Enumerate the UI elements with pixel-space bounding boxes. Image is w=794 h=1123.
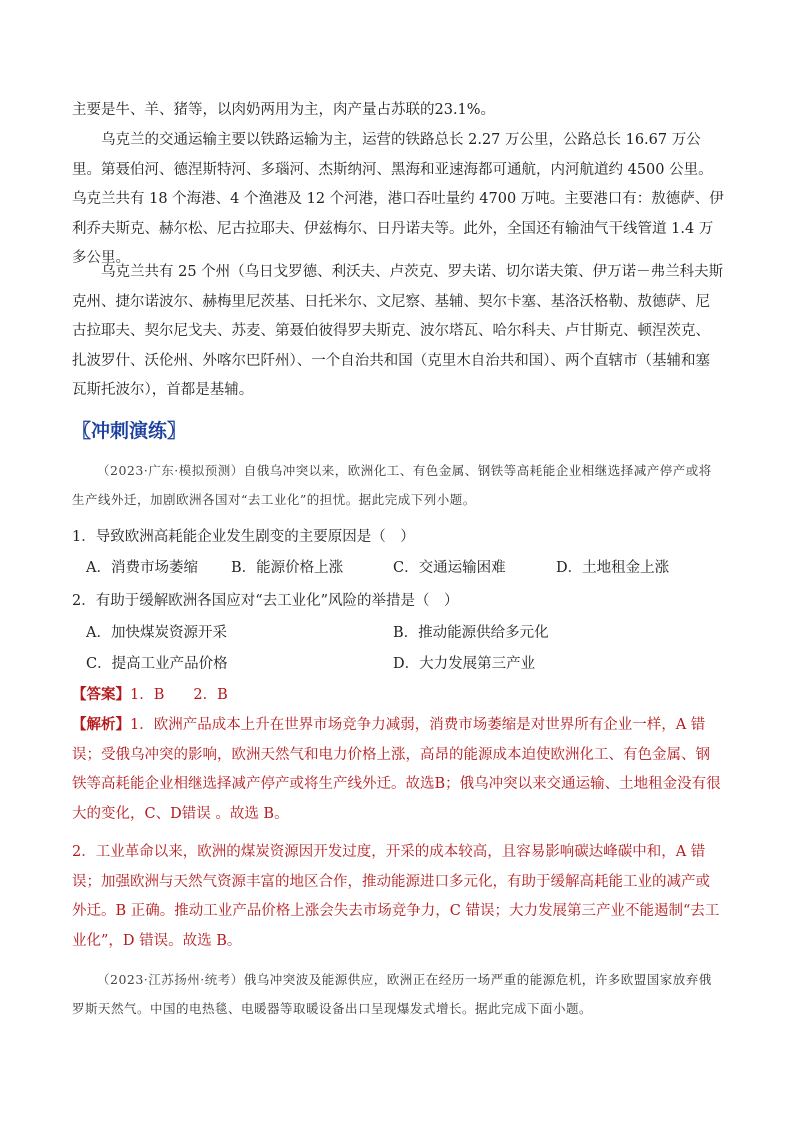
analysis-part-2: 2．工业革命以来，欧洲的煤炭资源因开发过度，开采的成本较高，且容易影响碳达峰碳中和，A 错误；加强欧洲与天然气资源丰富的地区合作，推动能源进口多元化，有助于缓解高耗能工业的减产或外迁。B 正确。推动工业产品价格上涨会失去市场竞争力，C 错误；大力发展第三产业不能遏制“去工业化”，D 错误。故选 B。 — [72, 844, 720, 949]
question-1-option-a: A．消费市场萎缩 — [86, 560, 198, 576]
question-2-option-c: C．提高工业产品价格 — [86, 656, 228, 672]
analysis-part-1-text: 1．欧洲产品成本上升在世界市场竞争力减弱，消费市场萎缩是对世界所有企业一样，A 错误；受俄乌冲突的影响，欧洲天然气和电力价格上涨，高昂的能源成本迫使欧洲化工、有色金属、钢铁等高耗能企业相继选择减产停产或将生产线外迁。故选B；俄乌冲突以来交通运输、土地租金没有很大的变化，C、D错误 。故选 B。 — [72, 717, 721, 822]
analysis-tag: 【解析】 — [72, 716, 130, 733]
section-heading: 〖冲刺演练〗 — [72, 420, 187, 442]
question-2-stem: 2．有助于缓解欧洲各国应对“去工业化”风险的举措是（ ） — [72, 593, 459, 609]
paragraph-livestock: 主要是牛、羊、猪等，以肉奶两用为主，肉产量占苏联的23.1%。 — [72, 102, 496, 118]
question-2-option-d: D．大力发展第三产业 — [393, 656, 536, 672]
question-2-option-a: A．加快煤炭资源开采 — [86, 625, 227, 641]
question-intro-1-text: 自俄乌冲突以来，欧洲化工、有色金属、钢铁等高耗能企业相继选择减产停产或将生产线外迁，加剧欧洲各国对“去工业化”的担忧。据此完成下列小题。 — [72, 463, 712, 507]
question-2-option-b: B．推动能源供给多元化 — [393, 625, 549, 641]
paragraph-states: 乌克兰共有 25 个州（乌日戈罗德、利沃夫、卢茨克、罗夫诺、切尔诺夫策、伊万诺－弗兰科夫斯克州、捷尔诺波尔、赫梅里尼茨基、日托米尔、文尼察、基辅、契尔卡塞、基洛沃格勒、敖德萨、尼古拉耶夫、契尔尼戈夫、苏麦、第聂伯彼得罗夫斯克、波尔塔瓦、哈尔科夫、卢甘斯克、顿涅茨克、扎波罗什、沃伦州、外喀尔巴阡州）、一个自治共和国（克里木自治共和国）、两个直辖市（基辅和塞瓦斯托波尔），首都是基辅。 — [72, 264, 724, 398]
question-1-option-d: D．土地租金上涨 — [556, 560, 670, 576]
answer-text: 1．B 2．B — [130, 687, 228, 703]
question-1-stem: 1．导致欧洲高耗能企业发生剧变的主要原因是（ ） — [72, 529, 415, 545]
answer-tag: 【答案】 — [72, 686, 130, 703]
question-source-1: （2023·广东·模拟预测） — [97, 463, 244, 478]
answer-line — [72, 680, 724, 711]
paragraph-transport: 乌克兰的交通运输主要以铁路运输为主，运营的铁路总长 2.27 万公里，公路总长 16.67 万公里。第聂伯河、德涅斯特河、多瑙河、杰斯纳河、黑海和亚速海都可通航，内河航道约 4500 公里。乌克兰共有 18 个海港、4 个渔港及 12 个河港，港口吞吐量约 4700 万吨。主要港口有：敖德萨、伊利乔夫斯克、赫尔松、尼古拉耶夫、伊兹梅尔、日丹诺夫等。此外，全国还有输油气干线管道 1.4 万多公里。 — [72, 132, 724, 266]
question-1-option-b: B．能源价格上涨 — [231, 560, 344, 576]
analysis-part-1 — [72, 710, 724, 829]
question-intro-1 — [72, 456, 724, 514]
question-intro-2 — [72, 965, 724, 1023]
question-1-option-c: C．交通运输困难 — [393, 560, 506, 576]
question-intro-2-text: 俄乌冲突波及能源供应，欧洲正在经历一场严重的能源危机，许多欧盟国家放弃俄罗斯天然气。中国的电热毯、电暖器等取暖设备出口呈现爆发式增长。据此完成下面小题。 — [72, 972, 712, 1016]
question-source-2: （2023·江苏扬州·统考） — [97, 972, 244, 987]
